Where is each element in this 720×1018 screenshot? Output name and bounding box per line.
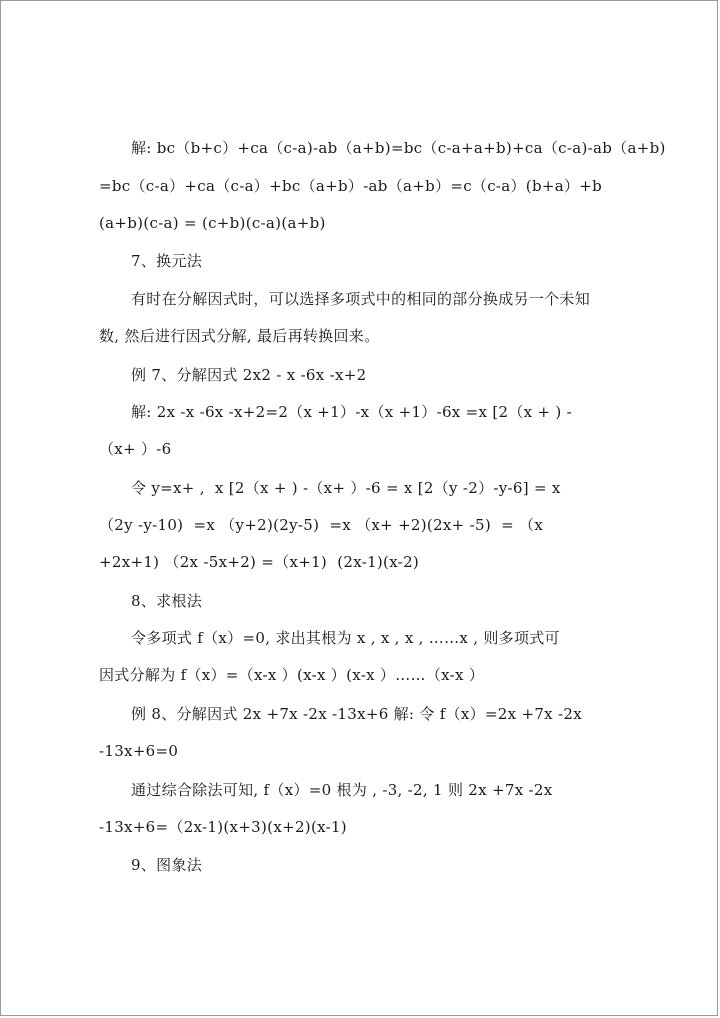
section-heading-9: 9、图象法 <box>131 856 203 874</box>
text-line-11: （2y -y-10) =x （y+2)(2y-5) =x （x+ +2)(2x+ -5) = （x <box>99 516 544 534</box>
text-line-2: =bc（c-a）+ca（c-a）+bc（a+b）-ab（a+b）=c（c-a）(b+a）+b <box>99 177 603 195</box>
section-heading-7: 7、换元法 <box>131 252 203 270</box>
example-8-title: 例 8、分解因式 2x +7x -2x -13x+6 解: 令 f（x）=2x +7x -2x <box>131 705 582 723</box>
text-line-1: 解: bc（b+c）+ca（c-a)-ab（a+b)=bc（c-a+a+b)+ca（c-a)-ab（a+b) <box>131 139 666 157</box>
example-7-title: 例 7、分解因式 2x2 - x -6x -x+2 <box>131 366 367 384</box>
text-line-14: 令多项式 f（x）=0, 求出其根为 x , x , x , ……x , 则多项式可 <box>131 629 560 647</box>
section-heading-8: 8、求根法 <box>131 592 203 610</box>
text-line-19: -13x+6=（2x-1)(x+3)(x+2)(x-1) <box>99 818 347 836</box>
text-line-18: 通过综合除法可知, f（x）=0 根为 , -3, -2, 1 则 2x +7x -2x <box>131 781 553 799</box>
text-line-6: 数, 然后进行因式分解, 最后再转换回来。 <box>99 327 380 345</box>
text-line-8: 解: 2x -x -6x -x+2=2（x +1）-x（x +1）-6x =x [2（x + ) - <box>131 403 572 421</box>
text-line-5: 有时在分解因式时，可以选择多项式中的相同的部分换成另一个未知 <box>131 290 591 308</box>
text-line-9: （x+ ）-6 <box>99 440 172 458</box>
text-line-15: 因式分解为 f（x）=（x-x ）(x-x ）(x-x ）……（x-x ） <box>99 666 485 684</box>
text-line-3: (a+b)(c-a) = (c+b)(c-a)(a+b) <box>99 214 326 232</box>
text-line-17: -13x+6=0 <box>99 742 179 760</box>
text-line-12: +2x+1) （2x -5x+2) =（x+1) (2x-1)(x-2) <box>99 553 420 571</box>
text-line-10: 令 y=x+ , x [2（x + ) -（x+ ）-6 = x [2（y -2）-y-6] = x <box>131 479 561 497</box>
